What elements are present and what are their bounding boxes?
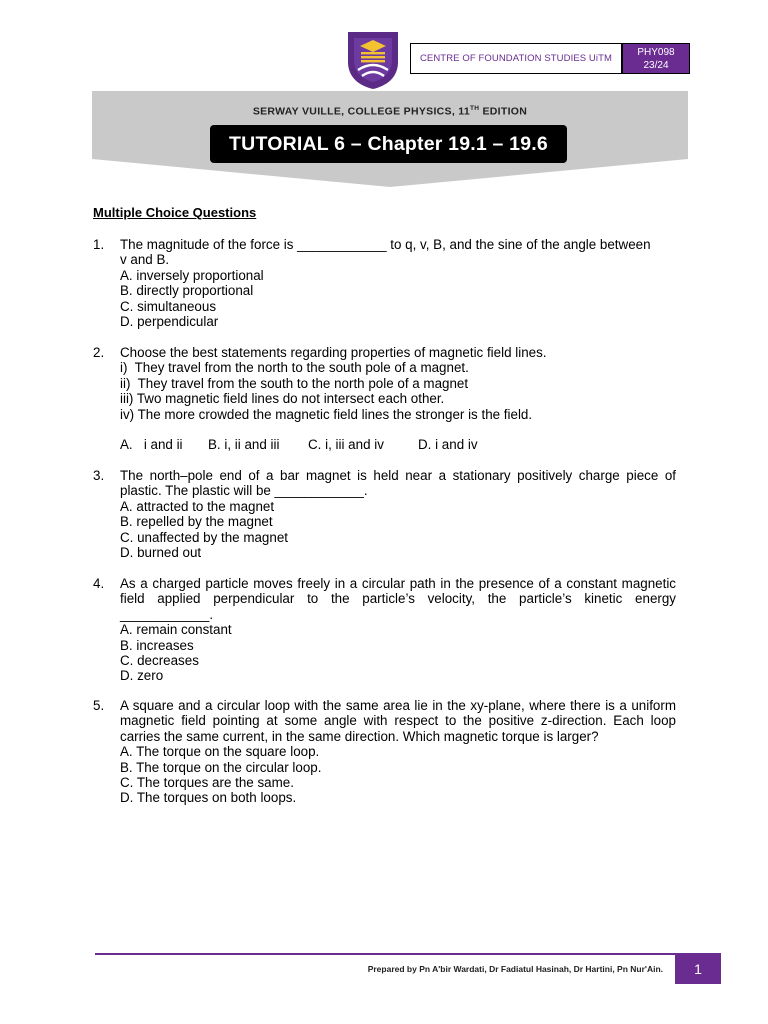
statement-i: i) They travel from the north to the south pole of a magnet. xyxy=(120,360,469,376)
option-d: D. burned out xyxy=(120,545,202,561)
option-c: C. decreases xyxy=(120,653,199,669)
option-b: B. repelled by the magnet xyxy=(120,514,273,530)
option-d: D. perpendicular xyxy=(120,314,219,330)
option-d: D. zero xyxy=(120,668,164,684)
title-banner xyxy=(92,91,688,187)
option-a: A. The torque on the square loop. xyxy=(120,744,320,760)
question-stem: A square and a circular loop with the same area lie in the xy-plane, where there is a uniform magnetic field pointing at some angle with respect to the positive z-direction. Each loop carries the same current, in the same direction. Which magnetic torque is larger? xyxy=(120,698,676,744)
option-b: B. increases xyxy=(120,637,194,653)
question-number: 5. xyxy=(93,698,105,713)
page-title: TUTORIAL 6 – Chapter 19.1 – 19.6 xyxy=(210,125,567,163)
question-number: 3. xyxy=(93,468,105,483)
question-number: 4. xyxy=(93,576,105,591)
option-c: C. The torques are the same. xyxy=(120,775,294,791)
question-stem-line: The magnitude of the force is ____________ to q, v, B, and the sine of the angle between xyxy=(120,237,651,252)
session: 23/24 xyxy=(643,59,669,71)
option-d: D. i and iv xyxy=(418,437,478,453)
options-row xyxy=(120,437,676,452)
question-5 xyxy=(93,698,676,806)
prepared-by: Prepared by Pn A'bir Wardati, Dr Fadiatul Hasinah, Dr Hartini, Pn Nur'Ain. xyxy=(367,964,663,974)
option-b: B. i, ii and iii xyxy=(208,437,280,453)
question-2 xyxy=(93,345,676,452)
edition-label: SERWAY VUILLE, COLLEGE PHYSICS, 11TH EDITION xyxy=(252,105,528,118)
option-a: A. remain constant xyxy=(120,622,232,638)
centre-label: CENTRE OF FOUNDATION STUDIES UiTM xyxy=(410,43,622,74)
question-stem-line: v and B. xyxy=(120,252,170,268)
statement-iv: iv) The more crowded the magnetic field lines the stronger is the field. xyxy=(120,406,533,422)
page-number: 1 xyxy=(675,953,721,984)
option-c: C. simultaneous xyxy=(120,298,217,314)
uitm-logo xyxy=(346,30,400,90)
question-stem: As a charged particle moves freely in a circular path in the presence of a constant magnetic field applied perpendicular to the particle’s velocity, the particle’s kinetic energy ____________. xyxy=(120,576,676,622)
section-title: Multiple Choice Questions xyxy=(93,205,257,220)
question-stem: The north–pole end of a bar magnet is held near a stationary positively charge piece of plastic. The plastic will be ____________. xyxy=(120,468,676,499)
option-c: C. unaffected by the magnet xyxy=(120,529,288,545)
question-stem-line: Choose the best statements regarding properties of magnetic field lines. xyxy=(120,345,547,360)
option-d: D. The torques on both loops. xyxy=(120,790,297,806)
course-code: PHY098 xyxy=(637,46,675,58)
option-b: B. The torque on the circular loop. xyxy=(120,759,322,775)
question-3 xyxy=(93,468,676,560)
option-b: B. directly proportional xyxy=(120,283,254,299)
question-number: 2. xyxy=(93,345,105,360)
option-a: A. inversely proportional xyxy=(120,267,264,283)
option-a: A. attracted to the magnet xyxy=(120,498,275,514)
statement-ii: ii) They travel from the south to the north pole of a magnet xyxy=(120,375,469,391)
question-1 xyxy=(93,237,676,329)
option-a: A. i and ii xyxy=(120,437,183,453)
question-number: 1. xyxy=(93,237,105,252)
course-code-box xyxy=(622,43,690,74)
footer-divider xyxy=(95,953,675,955)
question-4 xyxy=(93,576,676,684)
statement-iii: iii) Two magnetic field lines do not intersect each other. xyxy=(120,391,445,407)
option-c: C. i, iii and iv xyxy=(308,437,384,453)
